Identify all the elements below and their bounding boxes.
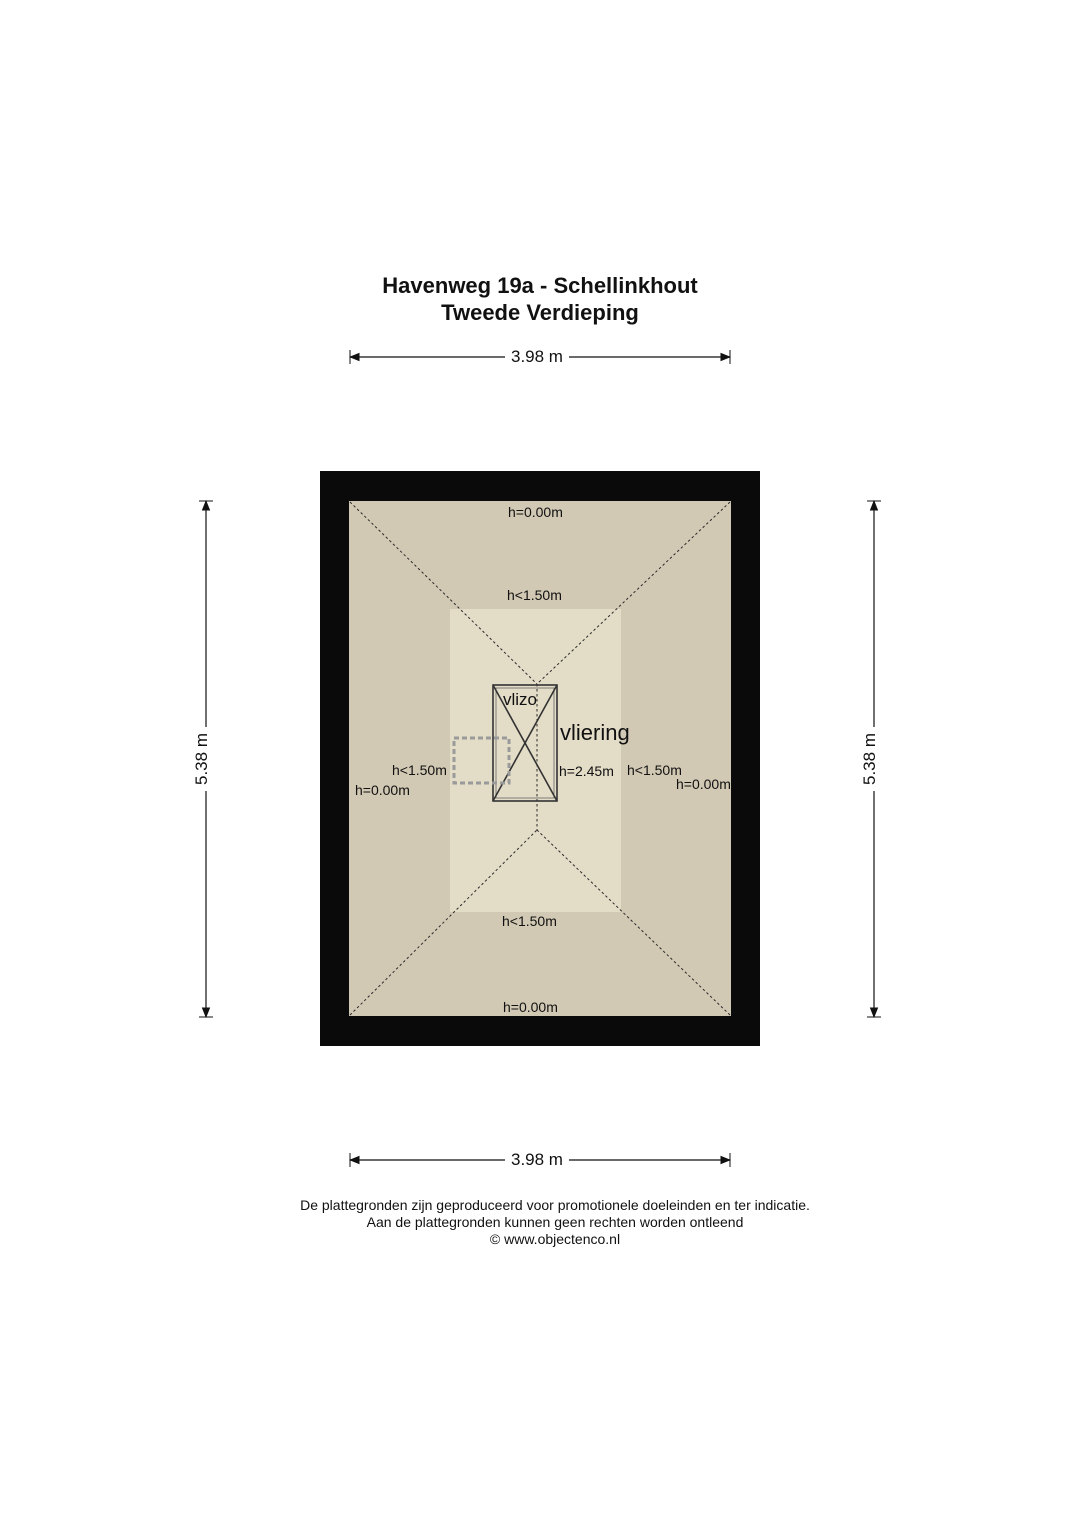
disclaimer-line-1: De plattegronden zijn geproduceerd voor promotionele doeleinden en ter indicatie. [300,1197,810,1213]
height-label-bottom-edge: h=0.00m [503,999,558,1015]
height-label-top-inner: h<1.50m [507,587,562,603]
disclaimer-line-2: Aan de plattegronden kunnen geen rechten worden ontleend [366,1214,744,1230]
disclaimer [0,1197,1080,1248]
left-height-label: 5.38 m [192,727,212,791]
height-label-left-inner: h<1.50m [392,762,447,778]
top-width-label: 3.98 m [505,347,569,367]
height-label-center: h=2.45m [559,763,614,779]
floor-title: Tweede Verdieping [441,300,639,325]
address-title: Havenweg 19a - Schellinkhout [382,273,698,298]
bottom-width-label: 3.98 m [505,1150,569,1170]
height-label-right-edge: h=0.00m [676,776,731,792]
right-height-label: 5.38 m [860,727,880,791]
height-label-left-edge: h=0.00m [355,782,410,798]
height-label-top-edge: h=0.00m [508,504,563,520]
hatch-label: vlizo [503,690,538,709]
height-label-bottom-inner: h<1.50m [502,913,557,929]
copyright-line: © www.objectenco.nl [489,1231,621,1247]
room-name: vliering [560,720,630,745]
height-label-right-inner: h<1.50m [627,762,682,778]
